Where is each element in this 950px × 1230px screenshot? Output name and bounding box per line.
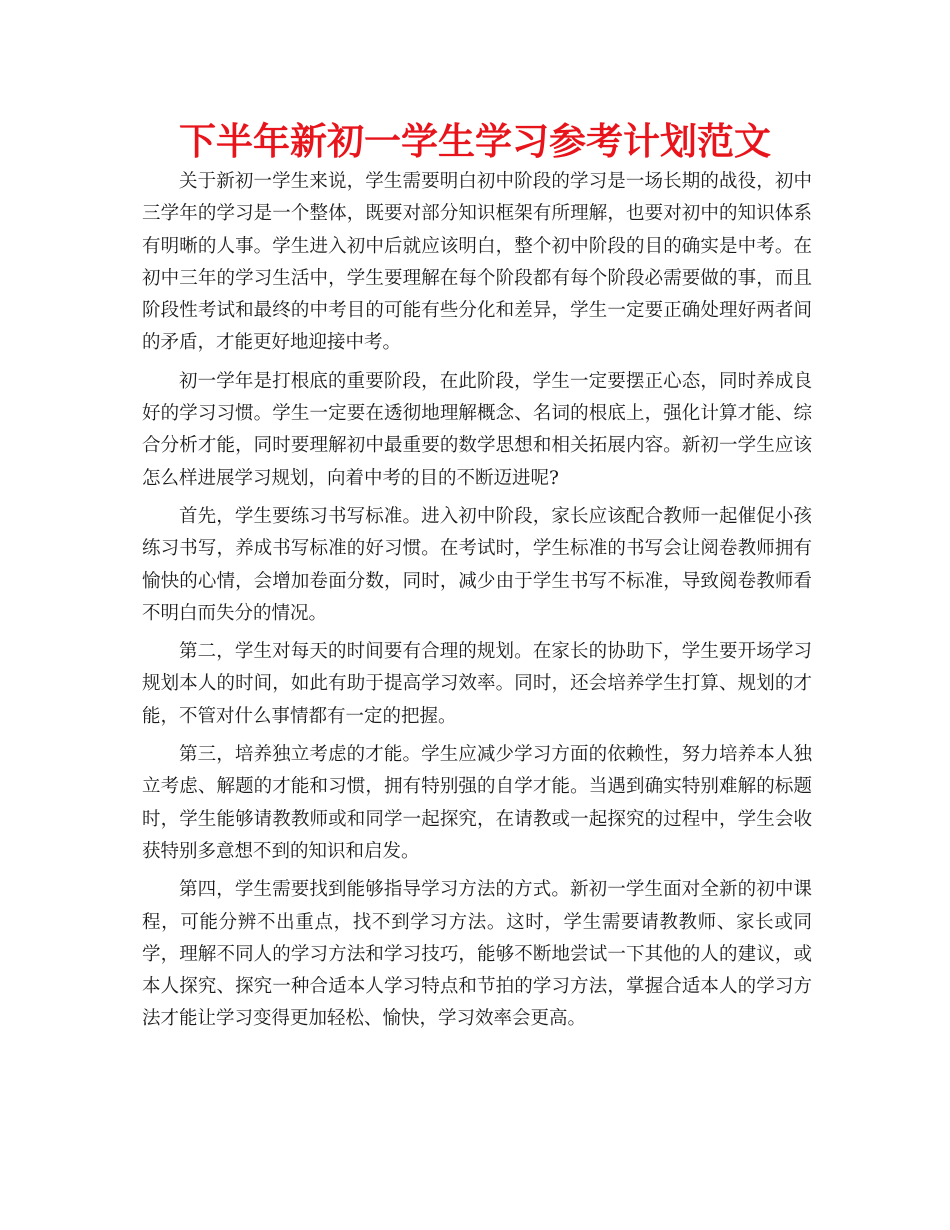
paragraph-6: 第四，学生需要找到能够指导学习方法的方式。新初一学生面对全新的初中课程，可能分辨不出重点，找不到学习方法。这时，学生需要请教教师、家长或同学，理解不同人的学习方法和学习技巧，能够不断地尝试一下其他的人的建议，或本人探究、探究一种合适本人学习特点和节拍的学习方法，掌握合适本人的学习方法才能让学习变得更加轻松、愉快，学习效率会更高。 <box>142 879 812 1030</box>
paragraph-2: 初一学年是打根底的重要阶段，在此阶段，学生一定要摆正心态，同时养成良好的学习习惯。学生一定要在透彻地理解概念、名词的根底上，强化计算才能、综合分析才能，同时要理解初中最重要的数学思想和相关拓展内容。新初一学生应该怎么样进展学习规划，向着中考的目的不断迈进呢? <box>142 370 812 489</box>
paragraph-4: 第二，学生对每天的时间要有合理的规划。在家长的协助下，学生要开场学习规划本人的时间，如此有助于提高学习效率。同时，还会培养学生打算、规划的才能，不管对什么事情都有一定的把握。 <box>142 641 812 727</box>
paragraph-5: 第三，培养独立考虑的才能。学生应减少学习方面的依赖性，努力培养本人独立考虑、解题的才能和习惯，拥有特别强的自学才能。当遇到确实特别难解的标题时，学生能够请教教师或和同学一起探究，在请教或一起探究的过程中，学生会收获特别多意想不到的知识和启发。 <box>142 744 812 862</box>
document-title: 下半年新初一学生学习参考计划范文 <box>179 120 771 163</box>
document-body <box>142 166 812 1042</box>
paragraph-1: 关于新初一学生来说，学生需要明白初中阶段的学习是一场长期的战役，初中三学年的学习是一个整体，既要对部分知识框架有所理解，也要对初中的知识体系有明晰的人事。学生进入初中后就应该明白，整个初中阶段的目的确实是中考。在初中三年的学习生活中，学生要理解在每个阶段都有每个阶段必需要做的事，而且阶段性考试和最终的中考目的可能有些分化和差异，学生一定要正确处理好两者间的矛盾，才能更好地迎接中考。 <box>142 171 812 354</box>
paragraph-3: 首先，学生要练习书写标准。进入初中阶段，家长应该配合教师一起催促小孩练习书写，养成书写标准的好习惯。在考试时，学生标准的书写会让阅卷教师拥有愉快的心情，会增加卷面分数，同时，减少由于学生书写不标准，导致阅卷教师看不明白而失分的情况。 <box>142 505 812 624</box>
